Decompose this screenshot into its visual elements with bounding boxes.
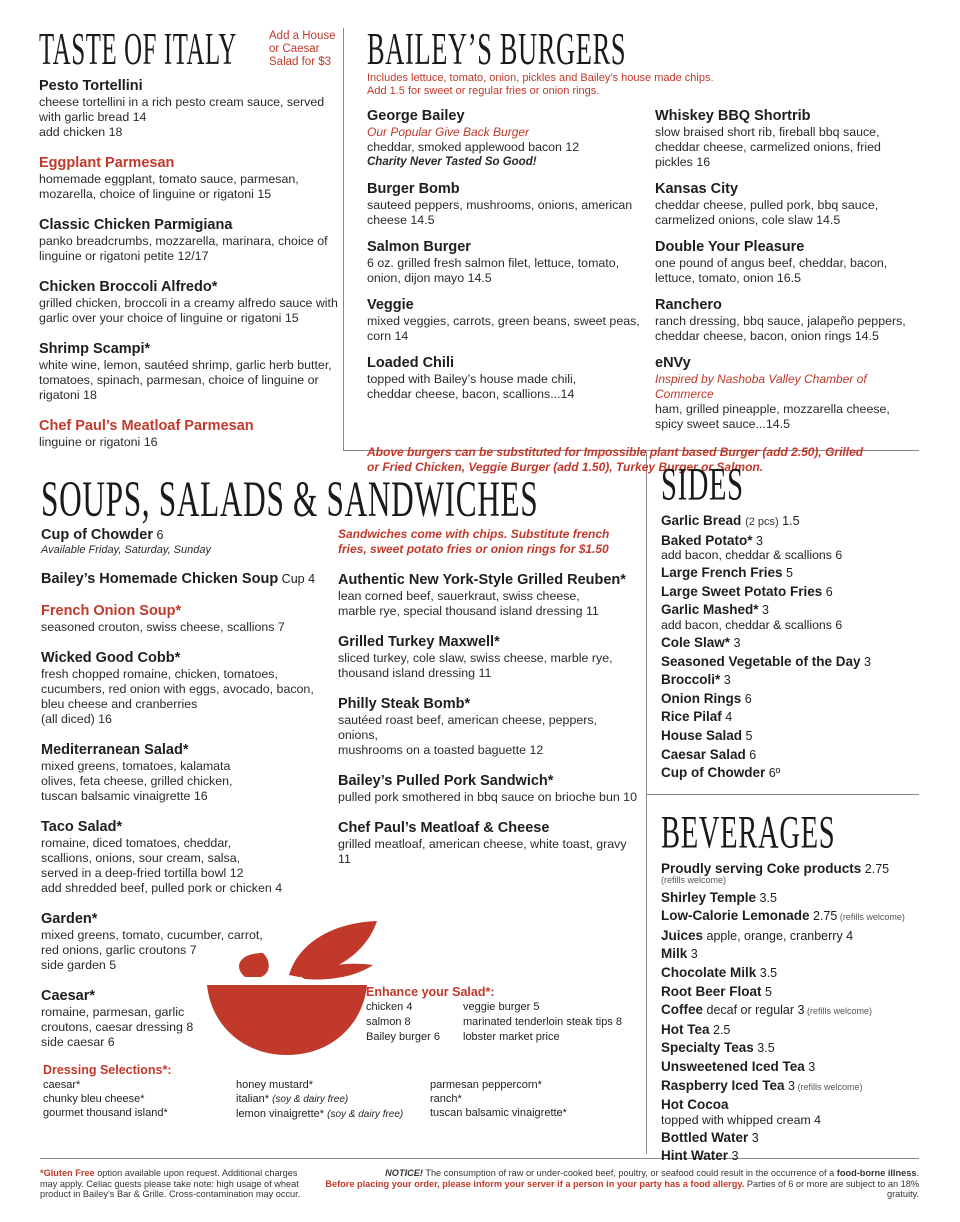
side-price: 3 xyxy=(752,533,763,548)
burger-item xyxy=(367,355,655,402)
side-price: 3 xyxy=(758,603,769,618)
menu-item xyxy=(39,217,339,264)
beverage-price: 2.75 xyxy=(861,862,890,876)
beverage-item xyxy=(661,983,919,1002)
burgers-column-1 xyxy=(367,108,655,443)
side-price: 6 xyxy=(741,691,752,706)
beverage-price: 5 xyxy=(761,984,772,999)
side-name: Cup of Chowder xyxy=(661,765,766,781)
notice-text: The consumption of raw or under-cooked beef, poultry, or seafood could result in the occurrence of a xyxy=(422,1168,837,1178)
burgers-title: BAILEY’S BURGERS xyxy=(367,22,627,75)
side-price: 6 xyxy=(745,747,757,762)
dressing-note: (soy & dairy free) xyxy=(327,1109,404,1120)
burgers-column-2 xyxy=(655,108,919,443)
soup-salad-name-row xyxy=(41,819,321,836)
beverage-item xyxy=(661,1058,919,1077)
italy-note: Add a House or Caesar Salad for $3 xyxy=(269,30,336,68)
sandwich-description: grilled meatloaf, american cheese, white toast, gravy 11 xyxy=(338,837,627,866)
side-price: 4 xyxy=(721,710,733,725)
divider-soups-sides xyxy=(646,452,647,1154)
beverage-price: 2.75 xyxy=(809,909,838,924)
side-price: 5 xyxy=(742,728,753,743)
beverage-refill-note: (refills welcome) xyxy=(661,874,727,885)
beverage-price: 3 xyxy=(728,1149,739,1164)
enhance-option: marinated tenderloin steak tips 8 xyxy=(463,1016,622,1028)
beverage-price: 3 xyxy=(784,1078,795,1093)
burger-name: Double Your Pleasure xyxy=(655,239,805,255)
enhance-column-1 xyxy=(366,1000,463,1045)
burger-name: Veggie xyxy=(367,297,414,313)
side-price: 3 xyxy=(720,673,731,688)
sandwich-description: lean corned beef, sauerkraut, swiss cheese, marble rye, special thousand island dressing 11 xyxy=(338,589,599,618)
burger-name: Ranchero xyxy=(655,297,722,313)
burger-description: one pound of angus beef, cheddar, bacon, lettuce, tomato, onion 16.5 xyxy=(655,256,888,285)
beverages-title: BEVERAGES xyxy=(661,807,836,859)
soup-salad-name: Wicked Good Cobb* xyxy=(41,650,181,666)
side-name: Rice Pilaf xyxy=(661,709,722,725)
sandwich-item xyxy=(338,696,638,758)
dressing-name: italian* xyxy=(236,1093,270,1105)
gluten-free-note xyxy=(40,1168,302,1200)
soup-salad-name-row xyxy=(41,742,321,759)
allergy-text: Before placing your order, please inform your server if a person in your party has a food allergy. xyxy=(325,1178,745,1189)
beverage-item xyxy=(661,964,919,983)
side-item xyxy=(661,690,919,709)
dressing-option xyxy=(236,1092,430,1107)
side-item xyxy=(661,764,919,783)
beverage-name: Low-Calorie Lemonade xyxy=(661,908,810,924)
side-item xyxy=(661,653,919,672)
burger-item xyxy=(655,355,919,432)
item-description: homemade eggplant, tomato sauce, parmesan, mozarella, choice of linguine or rigatoni 15 xyxy=(39,172,299,201)
sandwich-items xyxy=(338,572,638,867)
burger-description: ranch dressing, bbq sauce, jalapeño peppers, cheddar cheese, bacon, onion rings 14.5 xyxy=(655,314,906,343)
enhance-section xyxy=(366,984,638,1045)
soup-salad-item xyxy=(41,603,321,635)
side-item xyxy=(661,671,919,690)
side-price: 6 xyxy=(822,584,833,599)
enhance-column-2 xyxy=(463,1000,638,1045)
burger-tagline: Our Popular Give Back Burger xyxy=(367,125,530,139)
burger-name: Kansas City xyxy=(655,181,739,197)
beverage-price: 3.5 xyxy=(753,1041,775,1056)
burger-item xyxy=(655,239,919,286)
dressing-note: (soy & dairy free) xyxy=(272,1094,349,1105)
beverages-items xyxy=(661,860,919,1166)
side-name: Garlic Mashed* xyxy=(661,602,759,618)
item-name: Classic Chicken Parmigiana xyxy=(39,217,233,233)
burger-name: Whiskey BBQ Shortrib xyxy=(655,108,811,124)
enhance-title: Enhance your Salad*: xyxy=(366,985,495,999)
burger-item xyxy=(367,108,655,170)
beverage-price: apple, orange, cranberry 4 xyxy=(703,928,854,943)
soup-salad-description: romaine, parmesan, garlic croutons, caesar dressing 8 side caesar 6 xyxy=(41,1005,194,1049)
side-portion: (2 pcs) xyxy=(745,516,779,528)
item-name: Chicken Broccoli Alfredo* xyxy=(39,279,218,295)
burgers-note: Includes lettuce, tomato, onion, pickles and Bailey’s house made chips. Add 1.5 for sweet or regular fries or onion rings. xyxy=(367,72,714,97)
notice-line xyxy=(310,1168,919,1179)
gluten-free-text: option available upon request. Additional charges may apply. Celiac guests please take note: high usage of wheat product in Bailey’s Bar & Grille. Cross-contamination may occur. xyxy=(40,1168,301,1199)
soup-salad-name-row xyxy=(41,527,321,544)
beverage-name: Shirley Temple xyxy=(661,889,757,905)
sandwich-note: Sandwiches come with chips. Substitute french fries, sweet potato fries or onion rings for $1.50 xyxy=(338,527,610,556)
burger-description: slow braised short rib, fireball bbq sauce, cheddar cheese, carmelized onions, fried pickles 16 xyxy=(655,125,881,169)
item-name: Shrimp Scampi* xyxy=(39,341,151,357)
side-item xyxy=(661,564,919,583)
burger-extra: Charity Never Tasted So Good! xyxy=(367,156,537,168)
notice-bold: food-borne illness xyxy=(836,1168,917,1178)
burger-description: mixed veggies, carrots, green beans, sweet peas, corn 14 xyxy=(367,314,640,343)
burgers-section xyxy=(367,22,919,475)
beverage-name: Raspberry Iced Tea xyxy=(661,1077,785,1093)
soup-salad-name: French Onion Soup* xyxy=(41,603,182,619)
sandwich-column xyxy=(338,527,638,882)
sandwich-name: Grilled Turkey Maxwell* xyxy=(338,634,500,650)
side-price: 3 xyxy=(730,635,741,650)
burger-item xyxy=(367,181,655,228)
item-name: Chef Paul’s Meatloaf Parmesan xyxy=(39,418,254,434)
item-name: Pesto Tortellini xyxy=(39,78,143,94)
sandwich-item xyxy=(338,634,638,681)
notice-label: NOTICE! xyxy=(385,1168,423,1178)
dressings-column-2 xyxy=(236,1078,430,1122)
allergy-line xyxy=(310,1179,919,1200)
side-item xyxy=(661,708,919,727)
burger-description: 6 oz. grilled fresh salmon filet, lettuce, tomato, onion, dijon mayo 14.5 xyxy=(367,256,620,285)
beverage-item xyxy=(661,1021,919,1040)
menu-item xyxy=(39,279,339,326)
soup-salad-item xyxy=(41,571,321,588)
item-description: panko breadcrumbs, mozzarella, marinara, choice of linguine or rigatoni petite 12/17 xyxy=(39,234,328,263)
side-name: Large Sweet Potato Fries xyxy=(661,583,823,599)
side-price: 1.5 xyxy=(778,514,800,528)
beverage-price: decaf or regular 3 xyxy=(703,1003,805,1018)
sandwich-name: Authentic New York-Style Grilled Reuben* xyxy=(338,572,626,588)
side-name: Cole Slaw* xyxy=(661,634,731,650)
side-item xyxy=(661,634,919,653)
sandwich-name: Philly Steak Bomb* xyxy=(338,696,471,712)
burger-name: Salmon Burger xyxy=(367,239,471,255)
beverage-item xyxy=(661,1077,919,1097)
item-description: cheese tortellini in a rich pesto cream sauce, served with garlic bread 14 add chicken 18 xyxy=(39,95,325,139)
dressing-option xyxy=(236,1107,430,1122)
menu-item xyxy=(39,155,339,202)
soup-availability: Available Friday, Saturday, Sunday xyxy=(41,544,211,556)
beverage-item xyxy=(661,1001,919,1021)
dressings-column-1 xyxy=(43,1078,236,1122)
beverage-price: 3 xyxy=(748,1130,759,1145)
dressing-option: chunky bleu cheese* xyxy=(43,1093,145,1105)
menu-item xyxy=(39,341,339,403)
side-addon: add bacon, cheddar & scallions 6 xyxy=(661,548,843,563)
beverage-item xyxy=(661,1129,919,1148)
beverage-item xyxy=(661,945,919,964)
burger-description: sauteed peppers, mushrooms, onions, american cheese 14.5 xyxy=(367,198,633,227)
burger-name: George Bailey xyxy=(367,108,465,124)
soup-salad-price: Cup 4 xyxy=(278,572,316,586)
beverage-refill-note: (refills welcome) xyxy=(837,912,905,923)
side-name: Seasoned Vegetable of the Day xyxy=(661,653,861,669)
burger-item xyxy=(655,181,919,228)
beverage-item xyxy=(661,1039,919,1058)
beverage-price: 3.5 xyxy=(756,890,777,905)
dressing-option xyxy=(236,1078,430,1092)
side-name: Baked Potato* xyxy=(661,532,753,548)
sandwich-name: Bailey’s Pulled Pork Sandwich* xyxy=(338,773,554,789)
side-price: 5 xyxy=(782,566,793,581)
side-price: 6º xyxy=(765,766,781,781)
burger-item xyxy=(367,297,655,344)
beverage-description: topped with whipped cream 4 xyxy=(661,1112,821,1127)
side-name: Caesar Salad xyxy=(661,746,746,762)
italy-section xyxy=(39,22,339,465)
sides-title: SIDES xyxy=(661,459,744,511)
gluten-free-label: *Gluten Free xyxy=(40,1168,95,1178)
side-name: House Salad xyxy=(661,727,743,743)
side-name: Broccoli* xyxy=(661,672,721,688)
italy-items xyxy=(39,78,339,450)
dressing-name: honey mustard* xyxy=(236,1079,314,1091)
sandwich-description: sautéed roast beef, american cheese, peppers, onions, mushrooms on a toasted baguette 12 xyxy=(338,713,597,757)
gratuity-text: Parties of 6 or more are subject to an 18% gratuity. xyxy=(744,1178,919,1199)
enhance-option: salmon 8 xyxy=(366,1016,411,1028)
soup-salad-description: romaine, diced tomatoes, cheddar, scallions, onions, sour cream, salsa, served in a deep-fried tortilla bowl 12 add shredded beef, pulled pork or chicken 4 xyxy=(41,836,283,895)
beverage-item xyxy=(661,1147,919,1166)
side-item xyxy=(661,583,919,602)
beverage-refill-note: (refills welcome) xyxy=(795,1081,863,1092)
enhance-option: chicken 4 xyxy=(366,1001,413,1013)
dressings-section xyxy=(43,1062,633,1122)
enhance-option: veggie burger 5 xyxy=(463,1001,540,1013)
burgers-substitute-note: Above burgers can be substituted for Impossible plant based Burger (add 2.50), Grilled or Fried Chicken, Veggie Burger (add 1.50), Turkey Burger or Salmon. xyxy=(367,445,864,474)
beverage-item xyxy=(661,927,919,946)
burger-tagline: Inspired by Nashoba Valley Chamber of Commerce xyxy=(655,372,867,401)
soup-salad-name: Caesar* xyxy=(41,988,96,1004)
soup-salad-item xyxy=(41,527,321,556)
beverage-name: Hot Tea xyxy=(661,1021,710,1037)
soup-salad-description: fresh chopped romaine, chicken, tomatoes, cucumbers, red onion with eggs, avocado, bacon, bleu cheese and cranberries (all diced) 16 xyxy=(41,667,314,726)
beverage-name: Chocolate Milk xyxy=(661,964,757,980)
soup-salad-name: Garden* xyxy=(41,911,98,927)
dressing-name: lemon vinaigrette* xyxy=(236,1108,325,1120)
item-name: Eggplant Parmesan xyxy=(39,155,175,171)
divider-sides-beverages xyxy=(646,794,919,795)
soup-salad-name: Cup of Chowder xyxy=(41,527,153,543)
beverage-name: Coffee xyxy=(661,1002,704,1018)
burger-name: Burger Bomb xyxy=(367,181,460,197)
italy-title: TASTE OF ITALY xyxy=(39,22,237,75)
sandwich-name: Chef Paul’s Meatloaf & Cheese xyxy=(338,820,550,836)
burger-item xyxy=(655,108,919,170)
soup-salad-name: Mediterranean Salad* xyxy=(41,742,189,758)
side-name: Garlic Bread xyxy=(661,513,742,528)
soup-salad-item xyxy=(41,650,321,727)
enhance-option: Bailey burger 6 xyxy=(366,1031,440,1043)
soup-salad-name: Bailey’s Homemade Chicken Soup xyxy=(41,571,279,587)
soups-title: SOUPS, SALADS & SANDWICHES xyxy=(41,471,539,528)
dressings-column-3 xyxy=(430,1078,630,1122)
dressing-option: ranch* xyxy=(430,1093,462,1105)
soup-salad-item xyxy=(41,742,321,804)
beverage-name: Juices xyxy=(661,927,704,943)
soup-salad-item xyxy=(41,819,321,896)
soup-salad-price: 6 xyxy=(152,528,164,542)
beverage-name: Milk xyxy=(661,946,688,962)
beverage-name: Root Beer Float xyxy=(661,983,762,999)
soup-salad-description: mixed greens, tomato, cucumber, carrot, red onions, garlic croutons 7 side garden 5 xyxy=(41,928,263,972)
beverage-name: Hint Water xyxy=(661,1148,728,1164)
beverage-name: Unsweetened Iced Tea xyxy=(661,1058,805,1074)
side-name: Large French Fries xyxy=(661,565,783,581)
burger-description: cheddar cheese, pulled pork, bbq sauce, carmelized onions, cole slaw 14.5 xyxy=(655,198,879,227)
burger-name: eNVy xyxy=(655,355,691,371)
beverage-item xyxy=(661,889,919,908)
beverage-name: Bottled Water xyxy=(661,1129,749,1145)
burger-description: topped with Bailey’s house made chili, cheddar cheese, bacon, scallions...14 xyxy=(367,372,577,401)
dressing-option: tuscan balsamic vinaigrette* xyxy=(430,1107,567,1119)
beverage-name: Hot Cocoa xyxy=(661,1097,729,1113)
item-description: grilled chicken, broccoli in a creamy alfredo sauce with garlic over your choice of linguine or rigatoni 15 xyxy=(39,296,338,325)
side-addon: add bacon, cheddar & scallions 6 xyxy=(661,617,843,632)
beverage-refill-note: (refills welcome) xyxy=(804,1006,872,1017)
side-name: Onion Rings xyxy=(661,690,742,706)
beverage-price: 3 xyxy=(804,1059,816,1074)
dressing-option: caesar* xyxy=(43,1079,81,1091)
notice-block xyxy=(310,1168,919,1200)
side-item xyxy=(661,727,919,746)
sandwich-description: sliced turkey, cole slaw, swiss cheese, marble rye, thousand island dressing 11 xyxy=(338,651,613,680)
burger-item xyxy=(655,297,919,344)
item-description: white wine, lemon, sautéed shrimp, garlic herb butter, tomatoes, spinach, parmesan, choice of linguine or rigatoni 18 xyxy=(39,358,332,402)
dressing-option: parmesan peppercorn* xyxy=(430,1079,542,1091)
burger-description: ham, grilled pineapple, mozzarella cheese, spicy sweet sauce...14.5 xyxy=(655,402,890,431)
sides-items xyxy=(661,512,919,783)
burger-name: Loaded Chili xyxy=(367,355,454,371)
beverage-price: 3.5 xyxy=(756,965,778,980)
menu-item xyxy=(39,78,339,140)
beverage-name: Proudly serving Coke products xyxy=(661,861,862,876)
soup-salad-name-row xyxy=(41,571,321,588)
menu-item xyxy=(39,418,339,450)
notice-end: . xyxy=(916,1168,919,1178)
soup-salad-description: seasoned crouton, swiss cheese, scallions 7 xyxy=(41,620,285,634)
soup-salad-name-row xyxy=(41,650,321,667)
beverage-price: 3 xyxy=(687,947,698,962)
sides-section xyxy=(661,459,919,783)
beverage-price: 2.5 xyxy=(709,1022,731,1037)
dressings-title: Dressing Selections*: xyxy=(43,1063,172,1077)
sandwich-item xyxy=(338,572,638,619)
soup-salad-name-row xyxy=(41,603,321,620)
sandwich-item xyxy=(338,820,638,867)
sandwich-item xyxy=(338,773,638,805)
beverages-section xyxy=(661,807,919,1166)
burger-description: cheddar, smoked applewood bacon 12 xyxy=(367,140,580,154)
salad-bowl-logo xyxy=(205,915,381,1057)
divider-italy-burgers xyxy=(343,28,344,450)
side-price: 3 xyxy=(860,654,872,669)
beverage-item xyxy=(661,907,919,927)
soup-salad-description: mixed greens, tomatoes, kalamata olives, feta cheese, grilled chicken, tuscan balsamic vinaigrette 16 xyxy=(41,759,233,803)
sandwich-description: pulled pork smothered in bbq sauce on brioche bun 10 xyxy=(338,790,637,804)
burger-item xyxy=(367,239,655,286)
side-item xyxy=(661,746,919,765)
item-description: linguine or rigatoni 16 xyxy=(39,435,158,449)
soup-salad-name: Taco Salad* xyxy=(41,819,123,835)
enhance-option: lobster market price xyxy=(463,1031,560,1043)
dressing-option: gourmet thousand island* xyxy=(43,1107,168,1119)
beverage-name: Specialty Teas xyxy=(661,1040,754,1056)
